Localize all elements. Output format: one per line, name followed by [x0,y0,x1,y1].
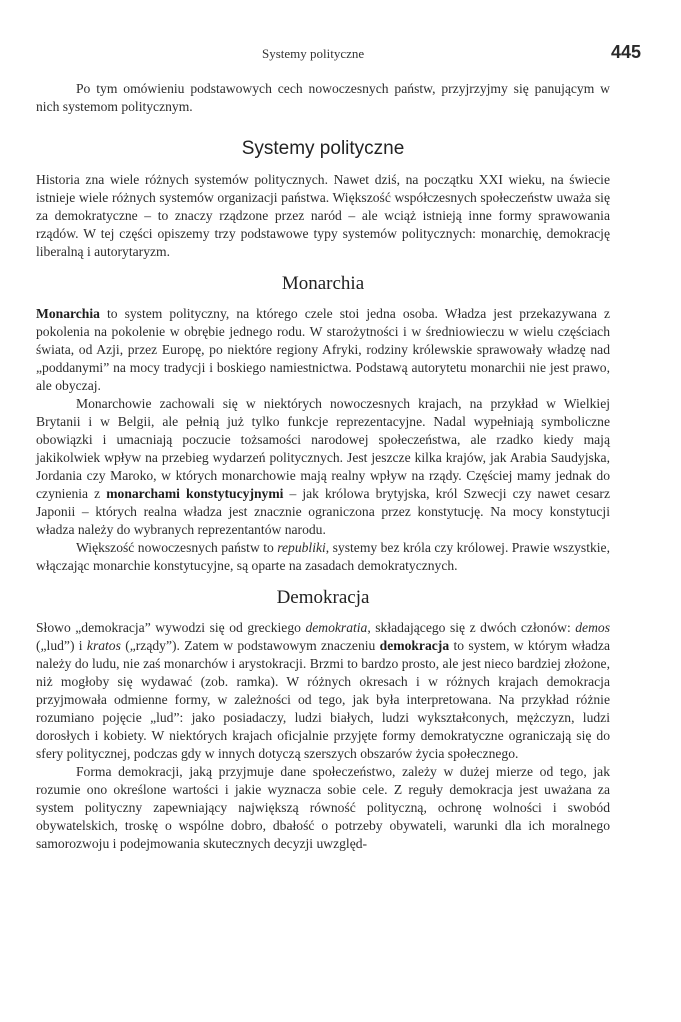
paragraph-text: , składającego się z dwóch członów: [367,620,576,635]
section-political-systems [36,140,610,261]
subsection-heading: Monarchia [281,273,365,294]
body-paragraph [36,305,610,395]
body-paragraph: Historia zna wiele różnych systemów politycznych. Nawet dziś, na początku XXI wieku, na świecie istnieje wiele różnych systemów organizacji państwa. Większość współczesnych społeczeństw uważa się za demokratyczne – to znaczy rządzone przez naród – ale wciąż istnieją inne formy sprawowania rządów. W tej części opiszemy trzy podstawowe typy systemów politycznych: monarchię, demokrację liberalną i autorytaryzm. [36,172,610,259]
paragraph-text: Większość nowoczesnych państw to [76,540,278,555]
greek-word: demokratia [305,620,368,635]
paragraph-text: , systemy bez króla czy królowej. Prawie wszystkie, włączając monarchie konstytucyjne, są oparte na zasadach demokratycznych. [36,540,610,573]
section-heading: Systemy polityczne [241,138,405,159]
paragraph-text: to system polityczny, na którego czele stoi jedna osoba. Władza jest przekazywana z pokolenia na pokolenie w obrębie jednego rodu. W starożytności i w średniowieczu w wielu częściach świata, od Azji, przez Europę, po niektóre regiony Afryki, rodziny królewskie sprawowały władzę nad „poddanymi” na mocy tradycji i boskiego namiestnictwa. Podstawą autorytetu monarchii nie jest prawo, ale obyczaj. [36,306,610,393]
key-term: Monarchia [36,306,100,321]
greek-word: demos [575,620,610,635]
body-paragraph: Forma demokracji, jaką przyjmuje dane społeczeństwo, zależy w dużej mierze od tego, jak rozumie ono określone wartości i jakie wyznacza sobie cele. Z reguły demokracja jest uważana za system polityczny zapewniający największą równość polityczną, ochronę wolności i swobód obywatelskich, troskę o wspólne dobro, dbałość o potrzeby obywateli, warunki dla ich moralnego samorozwoju i podejmowania skutecznych decyzji uwzględ- [36,764,610,851]
intro-paragraph: Po tym omówieniu podstawowych cech nowoczesnych państw, przyjrzyjmy się panującym w nich systemom politycznym. [36,81,610,114]
emphasis-term: republiki [277,540,326,555]
body-paragraph [36,539,610,575]
paragraph-text: – jak królowa brytyjska, król Szwecji czy nawet cesarz Japonii – których realna władza jest znacznie ograniczona przez konstytucję. Na mocy konstytucji władza należy do wybranych reprezentantów narodu. [36,486,610,537]
page-number: 445 [611,42,642,62]
paragraph-text: to system, w którym władza należy do ludu, nie zaś monarchów i arystokracji. Brzmi to bardzo prosto, ale jest nieco bardziej złożone, niż mogłoby się wydawać (zob. ramka). W różnych okresach i w różnych krajach demokracja przyjmowała odmienne formy, w zależności od tego, jak była interpretowana. Na przykład różnie rozumiano pojęcie „lud”: jako posiadaczy, ludzi białych, ludzi wykształconych, mężczyzn, ludzi dorosłych i kobiety. W niektórych krajach oficjalnie przyjęte formy demokratyczne ograniczają się do sfery politycznej, podczas gdy w innych dotyczą szerszych obszarów życia społecznego. [36,638,610,761]
paragraph-text: Słowo „demokracja” wywodzi się od greckiego [36,620,306,635]
paragraph-text: („rządy”). Zatem w podstawowym znaczeniu [120,638,380,653]
paragraph-text: Monarchowie zachowali się w niektórych nowoczesnych krajach, na przykład w Wielkiej Brytanii i w Belgii, ale pełnią już tylko funkcje reprezentacyjne. Nadal wypełniają symboliczne obowiązki i umacniają poczucie tożsamości narodowej społeczeństwa, ale rzadko kiedy mają jakikolwiek wpływ na przebieg wydarzeń politycznych. Jest jeszcze kilka krajów, jak Arabia Saudyjska, Jordania czy Maroko, w których monarchowie mają realny wpływ na rządy. Częściej mamy jednak do czynienia z [36,396,610,501]
page-header [0,40,681,64]
page-content [36,80,610,853]
section-democracy [36,589,610,853]
body-paragraph [36,619,610,763]
body-paragraph [36,395,610,539]
key-term: monarchami konstytucyjnymi [106,486,284,501]
key-term: demokracja [379,638,450,653]
paragraph-text: („lud”) i [36,638,87,653]
section-monarchy [36,275,610,575]
greek-word: kratos [86,638,121,653]
subsection-heading: Demokracja [276,587,370,608]
running-title: Systemy polityczne [262,46,365,61]
